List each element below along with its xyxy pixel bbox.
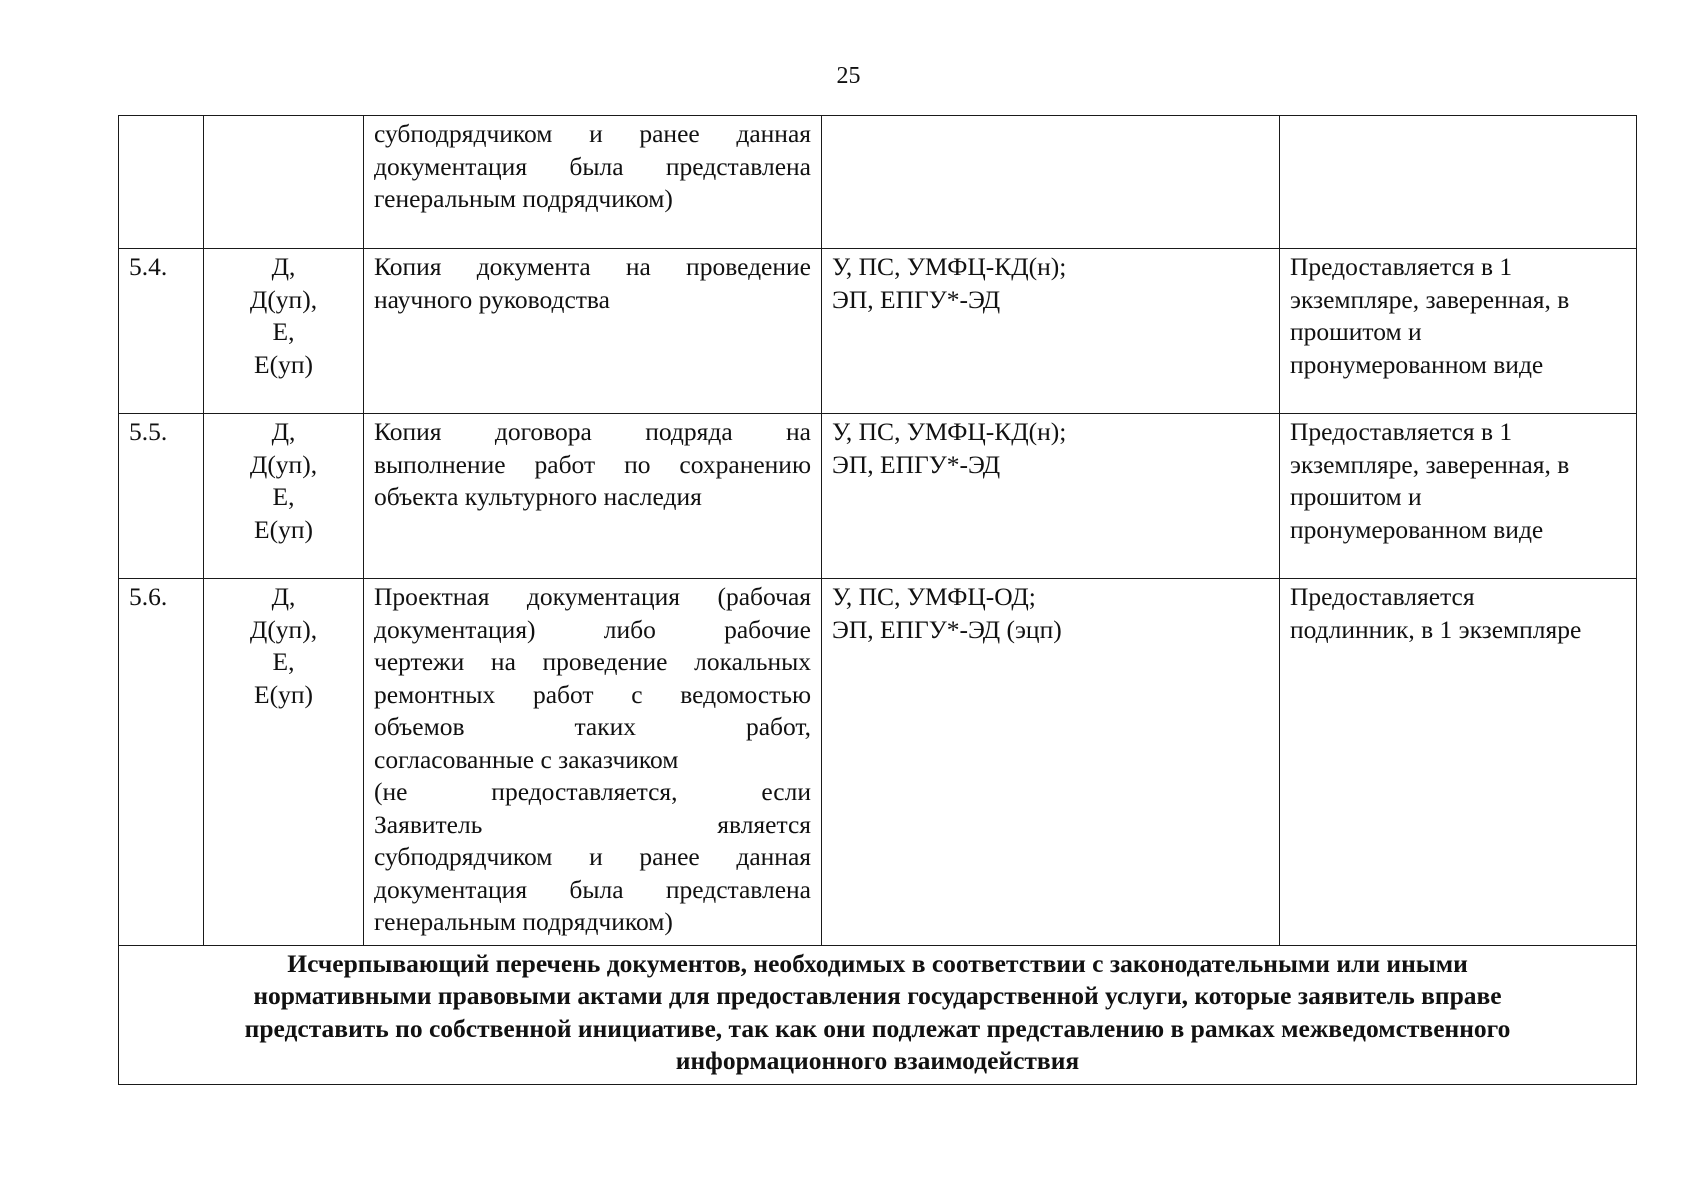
submission-note: [1280, 414, 1637, 579]
cell-line: (не предоставляется, если: [374, 777, 811, 806]
cell-line: Д(уп),: [249, 614, 318, 644]
submission-note: [1280, 116, 1637, 249]
cell-line: Копия документа на проведение: [374, 252, 811, 281]
cell-line: Е(уп): [254, 679, 313, 709]
section-heading-line: информационного взаимодействия: [675, 1046, 1080, 1075]
cell-line: Проектная документация (рабочая: [374, 582, 811, 611]
submission-method: [822, 414, 1280, 579]
cell-line: чертежи на проведение локальных: [374, 647, 811, 676]
cell-line: генеральным подрядчиком): [374, 184, 673, 213]
item-number: [119, 116, 204, 249]
cell-line: Д,: [271, 582, 296, 611]
document-name: [364, 116, 822, 249]
cell-line: ЭП, ЕПГУ*-ЭД: [832, 449, 1001, 479]
item-number: 5.4.: [119, 249, 204, 414]
applicant-category: [204, 579, 364, 946]
cell-line: У, ПС, УМФЦ-КД(н);: [832, 417, 1067, 446]
cell-line: Е,: [272, 482, 295, 511]
submission-note: [1280, 579, 1637, 946]
cell-line: выполнение работ по сохранению: [374, 449, 811, 479]
cell-line: подлинник, в 1 экземпляре: [1290, 614, 1582, 644]
cell-line: Д,: [271, 252, 296, 281]
cell-line: прошитом и: [1290, 317, 1422, 346]
cell-line: Е(уп): [254, 514, 313, 544]
cell-line: пронумерованном виде: [1290, 514, 1544, 544]
submission-note: [1280, 249, 1637, 414]
table-row: [119, 414, 1637, 579]
cell-line: Д(уп),: [249, 449, 318, 479]
cell-line: документация была представлена: [374, 874, 811, 904]
cell-line: научного руководства: [374, 284, 610, 314]
cell-line: Предоставляется в 1: [1290, 417, 1513, 446]
cell-line: генеральным подрядчиком): [374, 907, 673, 936]
cell-line: пронумерованном виде: [1290, 349, 1544, 379]
section-heading-line: нормативными правовыми актами для предоставления государственной услуги, которые заявитель вправе: [253, 981, 1502, 1010]
cell-line: экземпляре, заверенная, в: [1290, 284, 1570, 314]
section-heading-line: представить по собственной инициативе, так как они подлежат представлению в рамках межведомственного: [244, 1013, 1511, 1043]
cell-line: Е(уп): [254, 349, 313, 379]
section-heading: [119, 945, 1637, 1084]
submission-method: [822, 579, 1280, 946]
section-footer-row: [119, 945, 1637, 1084]
submission-method: [822, 249, 1280, 414]
document-name: [364, 579, 822, 946]
table-row: [119, 579, 1637, 946]
table-body: [119, 116, 1637, 946]
document-name: [364, 249, 822, 414]
cell-line: Предоставляется: [1290, 582, 1475, 611]
cell-line: У, ПС, УМФЦ-КД(н);: [832, 252, 1067, 281]
cell-line: ЭП, ЕПГУ*-ЭД: [832, 284, 1001, 314]
cell-line: Д(уп),: [249, 284, 318, 314]
cell-line: ЭП, ЕПГУ*-ЭД (эцп): [832, 614, 1062, 644]
applicant-category: [204, 116, 364, 249]
page-number: 25: [836, 63, 861, 89]
cell-line: объекта культурного наследия: [374, 482, 702, 511]
cell-line: прошитом и: [1290, 482, 1422, 511]
cell-line: Копия договора подряда на: [374, 417, 811, 446]
cell-line: субподрядчиком и ранее данная: [374, 119, 811, 148]
cell-line: Предоставляется в 1: [1290, 252, 1513, 281]
document-name: [364, 414, 822, 579]
cell-line: Заявитель является: [374, 809, 811, 839]
item-number: 5.5.: [119, 414, 204, 579]
cell-line: субподрядчиком и ранее данная: [374, 842, 811, 871]
cell-line: У, ПС, УМФЦ-ОД;: [832, 582, 1036, 611]
table-row: [119, 116, 1637, 249]
cell-line: ремонтных работ с ведомостью: [374, 679, 811, 709]
cell-line: документация была представлена: [374, 151, 811, 181]
item-number: 5.6.: [119, 579, 204, 946]
cell-line: Е,: [272, 647, 295, 676]
table-row: [119, 249, 1637, 414]
cell-line: документация) либо рабочие: [374, 614, 811, 644]
cell-line: Д,: [271, 417, 296, 446]
cell-line: согласованные с заказчиком: [374, 744, 679, 774]
cell-line: объемов таких работ,: [374, 712, 811, 741]
section-heading-line: Исчерпывающий перечень документов, необходимых в соответствии с законодательными или иными: [287, 948, 1468, 978]
cell-line: экземпляре, заверенная, в: [1290, 449, 1570, 479]
cell-line: Е,: [272, 317, 295, 346]
applicant-category: [204, 249, 364, 414]
documents-table: [118, 115, 1637, 1085]
submission-method: [822, 116, 1280, 249]
applicant-category: [204, 414, 364, 579]
